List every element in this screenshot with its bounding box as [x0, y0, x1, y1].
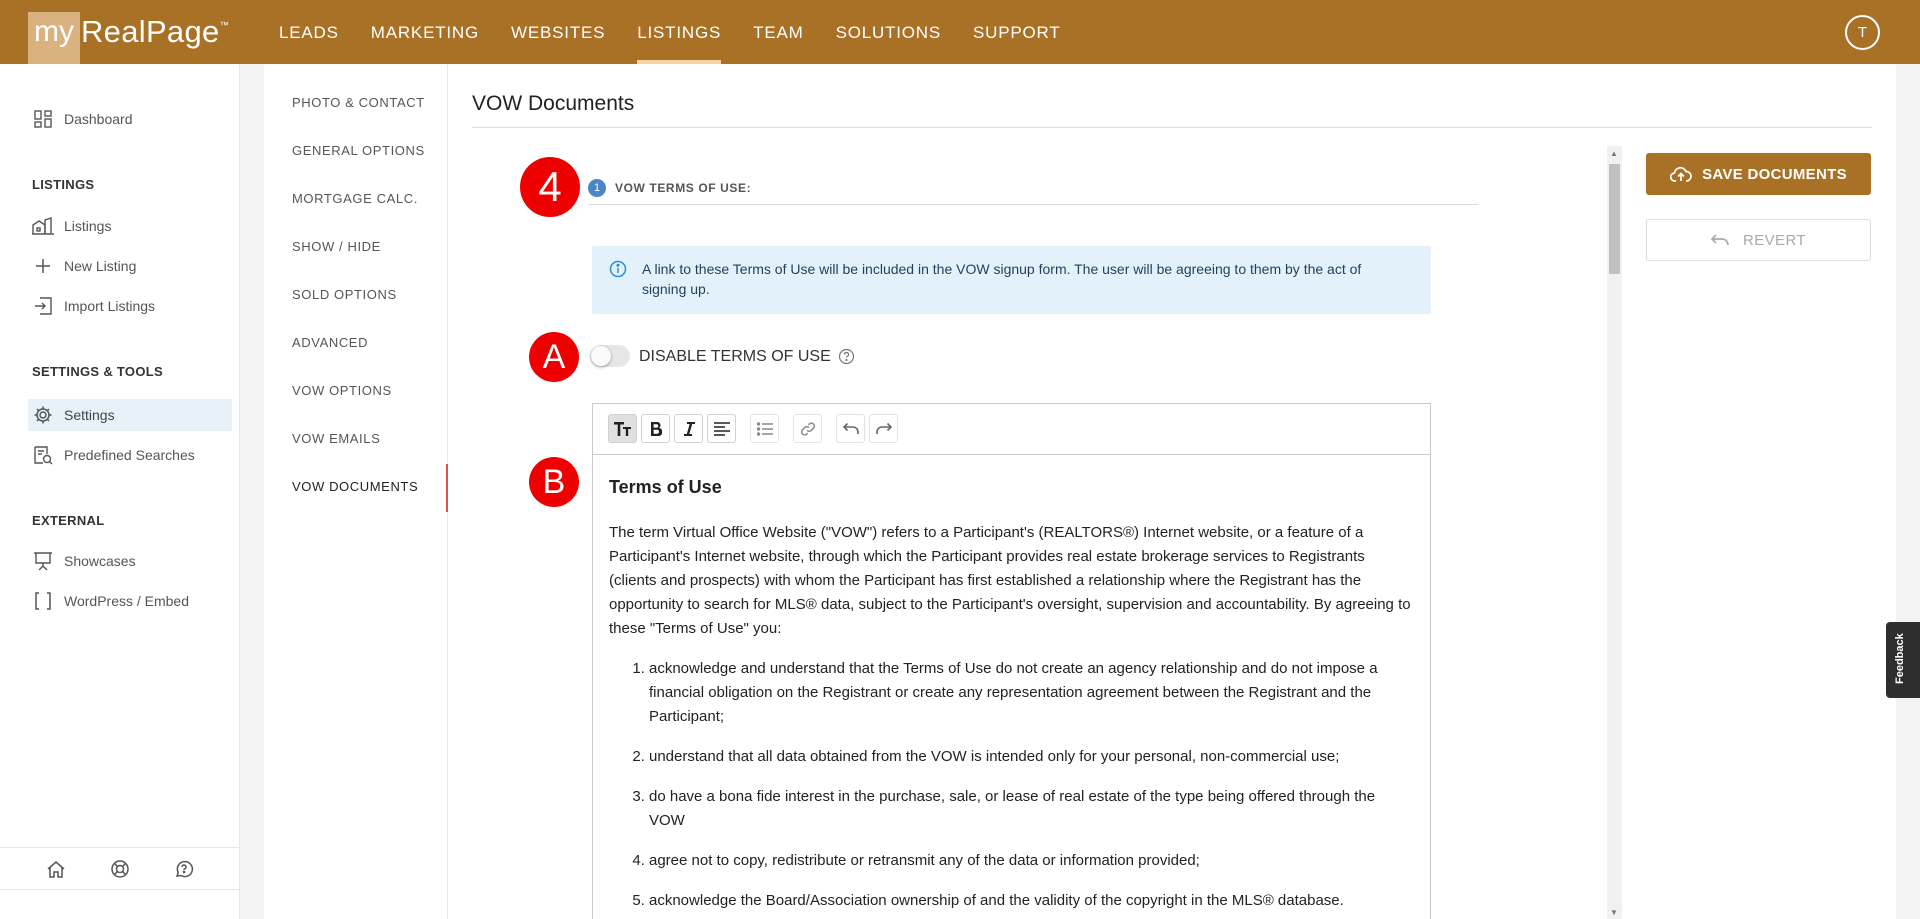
sidebar-item-wordpress-embed[interactable]	[28, 585, 232, 617]
page-title: VOW Documents	[472, 92, 635, 115]
list-item: 2. understand that all data obtained from the VOW is intended only for your personal, non-commercial use;	[649, 745, 1414, 769]
feedback-tab[interactable]	[1886, 622, 1920, 698]
subnav-show-hide[interactable]: SHOW / HIDE	[292, 239, 381, 254]
sidebar-item-label: Showcases	[64, 553, 136, 569]
nav-team[interactable]: TEAM	[753, 23, 804, 42]
nav-leads[interactable]: LEADS	[279, 23, 339, 42]
section-divider	[588, 204, 1478, 205]
subnav-vow-emails[interactable]: VOW EMAILS	[292, 431, 381, 446]
logo-trademark: ™	[219, 20, 229, 30]
sidebar-heading-listings: LISTINGS	[32, 177, 95, 192]
saved-search-icon	[32, 444, 54, 466]
list-item: 3. do have a bona fide interest in the purchase, sale, or lease of real estate of the type being offered through the VOW	[649, 785, 1414, 833]
dashboard-icon	[32, 108, 54, 130]
revert-icon	[1711, 234, 1729, 246]
subnav-vow-documents[interactable]: VOW DOCUMENTS	[292, 479, 419, 494]
subnav-mortgage-calc[interactable]: MORTGAGE CALC.	[292, 191, 418, 206]
redo-icon[interactable]	[869, 414, 898, 443]
sidebar-item-showcases[interactable]	[28, 545, 232, 577]
link-icon[interactable]	[793, 414, 822, 443]
scroll-thumb[interactable]	[1609, 164, 1620, 274]
subnav-photo-contact[interactable]: PHOTO & CONTACT	[292, 95, 425, 110]
save-documents-button[interactable]	[1646, 153, 1871, 195]
sidebar-item-label: Import Listings	[64, 298, 156, 314]
nav-solutions[interactable]: SOLUTIONS	[835, 23, 942, 42]
info-icon	[609, 260, 627, 283]
info-text: A link to these Terms of Use will be included in the VOW signup form. The user will be agreeing to them by the act of signing up.	[642, 261, 1362, 297]
help-icon[interactable]	[838, 348, 855, 370]
section-label: VOW TERMS OF USE:	[615, 181, 752, 195]
sidebar-item-settings[interactable]	[28, 399, 232, 431]
sidebar-item-predefined-searches[interactable]	[28, 439, 232, 471]
sidebar-footer	[0, 847, 240, 919]
subnav-general-options[interactable]: GENERAL OPTIONS	[292, 143, 425, 158]
list-item: 5. acknowledge the Board/Association ownership of and the validity of the copyright in the MLS® database.	[649, 889, 1414, 913]
main-nav	[263, 0, 1077, 64]
revert-label: REVERT	[1743, 231, 1806, 249]
subnav-advanced[interactable]: ADVANCED	[292, 335, 369, 350]
list-item: 4. agree not to copy, redistribute or retransmit any of the data or information provided;	[649, 849, 1414, 873]
main-panel	[448, 64, 1896, 919]
doc-terms-list	[609, 657, 1414, 913]
sidebar-item-label: New Listing	[64, 258, 137, 274]
save-label: SAVE DOCUMENTS	[1702, 165, 1847, 183]
sidebar-item-label: Predefined Searches	[64, 447, 195, 463]
nav-marketing[interactable]: MARKETING	[370, 23, 480, 42]
undo-icon[interactable]	[836, 414, 865, 443]
doc-intro: The term Virtual Office Website ("VOW") refers to a Participant's (REALTORS®) Internet website, or a feature of a Participant's Internet website, through which the Participant provides real estate brokerage services to Registrants (clients and prospects) with whom the Participant has first established a relationship where the Registrant has the opportunity to search for MLS® data, subject to the Participant's oversight, supervision and accountability. By agreeing to these "Terms of Use" you:	[609, 524, 1411, 637]
easel-icon	[32, 550, 54, 572]
sidebar-item-label: WordPress / Embed	[64, 593, 190, 609]
sidebar-heading-external: EXTERNAL	[32, 513, 105, 528]
align-icon[interactable]	[707, 414, 736, 443]
nav-listings[interactable]: LISTINGS	[621, 0, 737, 64]
chat-help-icon[interactable]	[173, 858, 195, 880]
home-icon[interactable]	[45, 858, 67, 880]
toggle-label: DISABLE TERMS OF USE	[639, 348, 831, 365]
sidebar-item-import-listings[interactable]	[28, 290, 232, 322]
sidebar	[0, 64, 240, 919]
sidebar-item-dashboard[interactable]	[28, 103, 232, 135]
sidebar-item-label: Listings	[64, 218, 112, 234]
revert-button[interactable]	[1646, 219, 1871, 261]
top-navbar	[0, 0, 1920, 64]
info-callout	[592, 246, 1431, 314]
toggle-knob	[591, 346, 611, 366]
section-number: 1	[588, 179, 606, 197]
scroll-up-icon[interactable]: ▲	[1610, 149, 1618, 158]
buildings-icon	[32, 215, 54, 237]
feedback-label: Feedback	[1894, 633, 1906, 684]
myrealpage-logo[interactable]	[28, 12, 229, 64]
list-item: 1. acknowledge and understand that the Terms of Use do not create an agency relationship and do not impose a financial obligation on the Registrant or create any representation agreement between the Registrant and the Participant;	[649, 657, 1414, 729]
lifebuoy-icon[interactable]	[109, 858, 131, 880]
settings-subnav	[264, 64, 448, 919]
sidebar-item-new-listing[interactable]	[28, 250, 232, 282]
italic-icon[interactable]	[674, 414, 703, 443]
bold-icon[interactable]	[641, 414, 670, 443]
annotation-badge-editor: B	[529, 457, 579, 507]
gear-icon	[32, 404, 54, 426]
sidebar-item-listings[interactable]	[28, 210, 232, 242]
annotation-badge-step: 4	[520, 157, 580, 217]
terms-editor[interactable]	[592, 403, 1431, 919]
nav-websites[interactable]: WEBSITES	[511, 23, 606, 42]
title-divider	[472, 127, 1872, 128]
content-scrollbar[interactable]	[1607, 146, 1622, 919]
subnav-sold-options[interactable]: SOLD OPTIONS	[292, 287, 397, 302]
sidebar-item-label: Settings	[64, 407, 115, 423]
plus-icon	[32, 255, 54, 277]
annotation-badge-toggle: A	[529, 332, 579, 382]
brackets-icon	[32, 590, 54, 612]
subnav-vow-options[interactable]: VOW OPTIONS	[292, 383, 392, 398]
nav-support[interactable]: SUPPORT	[973, 23, 1061, 42]
scroll-down-icon[interactable]: ▼	[1610, 908, 1618, 917]
text-size-icon[interactable]	[608, 414, 637, 443]
cloud-upload-icon	[1670, 166, 1692, 182]
sidebar-heading-settings: SETTINGS & TOOLS	[32, 364, 163, 379]
editor-content[interactable]	[593, 455, 1430, 913]
doc-title: Terms of Use	[609, 477, 722, 497]
disable-terms-toggle[interactable]	[590, 345, 630, 367]
user-avatar[interactable]: T	[1845, 15, 1880, 50]
editor-toolbar	[593, 404, 1430, 455]
import-icon	[32, 295, 54, 317]
logo-text: RealPage	[81, 14, 220, 49]
sidebar-item-label: Dashboard	[64, 111, 133, 127]
logo-prefix: my	[28, 12, 80, 64]
list-icon[interactable]	[750, 414, 779, 443]
